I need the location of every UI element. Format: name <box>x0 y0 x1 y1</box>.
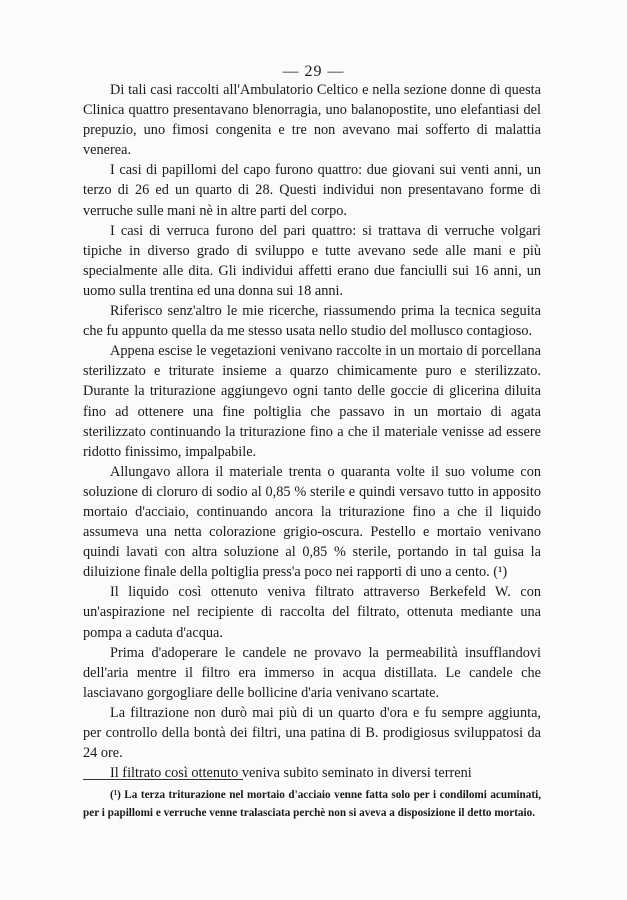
body-text <box>83 80 541 783</box>
paragraph: Appena escise le vegetazioni venivano raccolte in un mortaio di porcellana sterilizzato e triturate insieme a quarzo chimicamente puro e sterilizzato. Durante la triturazione aggiungevo ogni tanto delle goccie di glicerina diluita fino ad ottenere una fine poltiglia che passavo in un mortaio di agata sterilizzato continuando la triturazione fino a che il materiale venisse ad essere ridotto finissimo, impalpabile. <box>83 343 541 460</box>
paragraph: Riferisco senz'altro le mie ricerche, riassumendo prima la tecnica seguita che fu appunto quella da me stesso usata nello studio del mollusco contagioso. <box>83 303 541 340</box>
paragraph: Di tali casi raccolti all'Ambulatorio Celtico e nella sezione donne di questa Clinica quattro presentavano blenorragia, uno balanopostite, uno elefantiasi del prepuzio, uno fimosi congenita e tre non avevano mai sofferto di malattia venerea. <box>83 82 541 159</box>
footnote-divider <box>83 779 243 780</box>
paragraph: I casi di papillomi del capo furono quattro: due giovani sui venti anni, un terzo di 26 ed un quarto di 28. Questi individui non presentavano forme di verruche sulle mani nè in altre parti del corpo. <box>83 162 541 219</box>
paragraph: La filtrazione non durò mai più di un quarto d'ora e fu sempre aggiunta, per controllo della bontà dei filtri, una patina di B. prodigiosus sviluppatosi da 24 ore. <box>83 704 541 762</box>
footnotes <box>83 787 541 822</box>
paragraph: Il liquido così ottenuto veniva filtrato attraverso Berkefeld W. con un'aspirazione nel recipiente di raccolta del filtrato, ottenuta mediante una pompa a caduta d'acqua. <box>83 584 541 641</box>
paragraph: Il filtrato così ottenuto veniva subito seminato in diversi terreni <box>110 765 472 782</box>
footnote: (¹) La terza triturazione nel mortaio d'acciaio venne fatta solo per i condilomi acuminati, per i papillomi e verruche venne tralasciata perchè non si aveva a disposizione il detto mortaio. <box>83 789 541 819</box>
paragraph: Allungavo allora il materiale trenta o quaranta volte il suo volume con soluzione di cloruro di sodio al 0,85 % sterile e quindi versavo tutto in apposito mortaio d'acciaio, continuando ancora la triturazione fino a che il liquido assumeva una netta colorazione grigio-oscura. Pestello e mortaio venivano quindi lavati con altra soluzione al 0,85 % sterile, portando in tal guisa la diluizione finale della poltiglia press'a poco nei rapporti di uno a cento. (¹) <box>83 463 541 581</box>
paragraph: Prima d'adoperare le candele ne provavo la permeabilità insufflandovi dell'aria mentre il filtro era immerso in acqua distillata. Le candele che lasciavano gorgogliare delle bollicine d'aria venivano scartate. <box>83 644 541 701</box>
page-number: — 29 — <box>282 63 345 80</box>
paragraph: I casi di verruca furono del pari quattro: si trattava di verruche volgari tipiche in diverso grado di sviluppo e tutte avevano sede alle mani e più specialmente alle dita. Gli individui affetti erano due fanciulli sui 16 anni, un uomo sulla trentina ed una donna sui 18 anni. <box>83 222 541 299</box>
